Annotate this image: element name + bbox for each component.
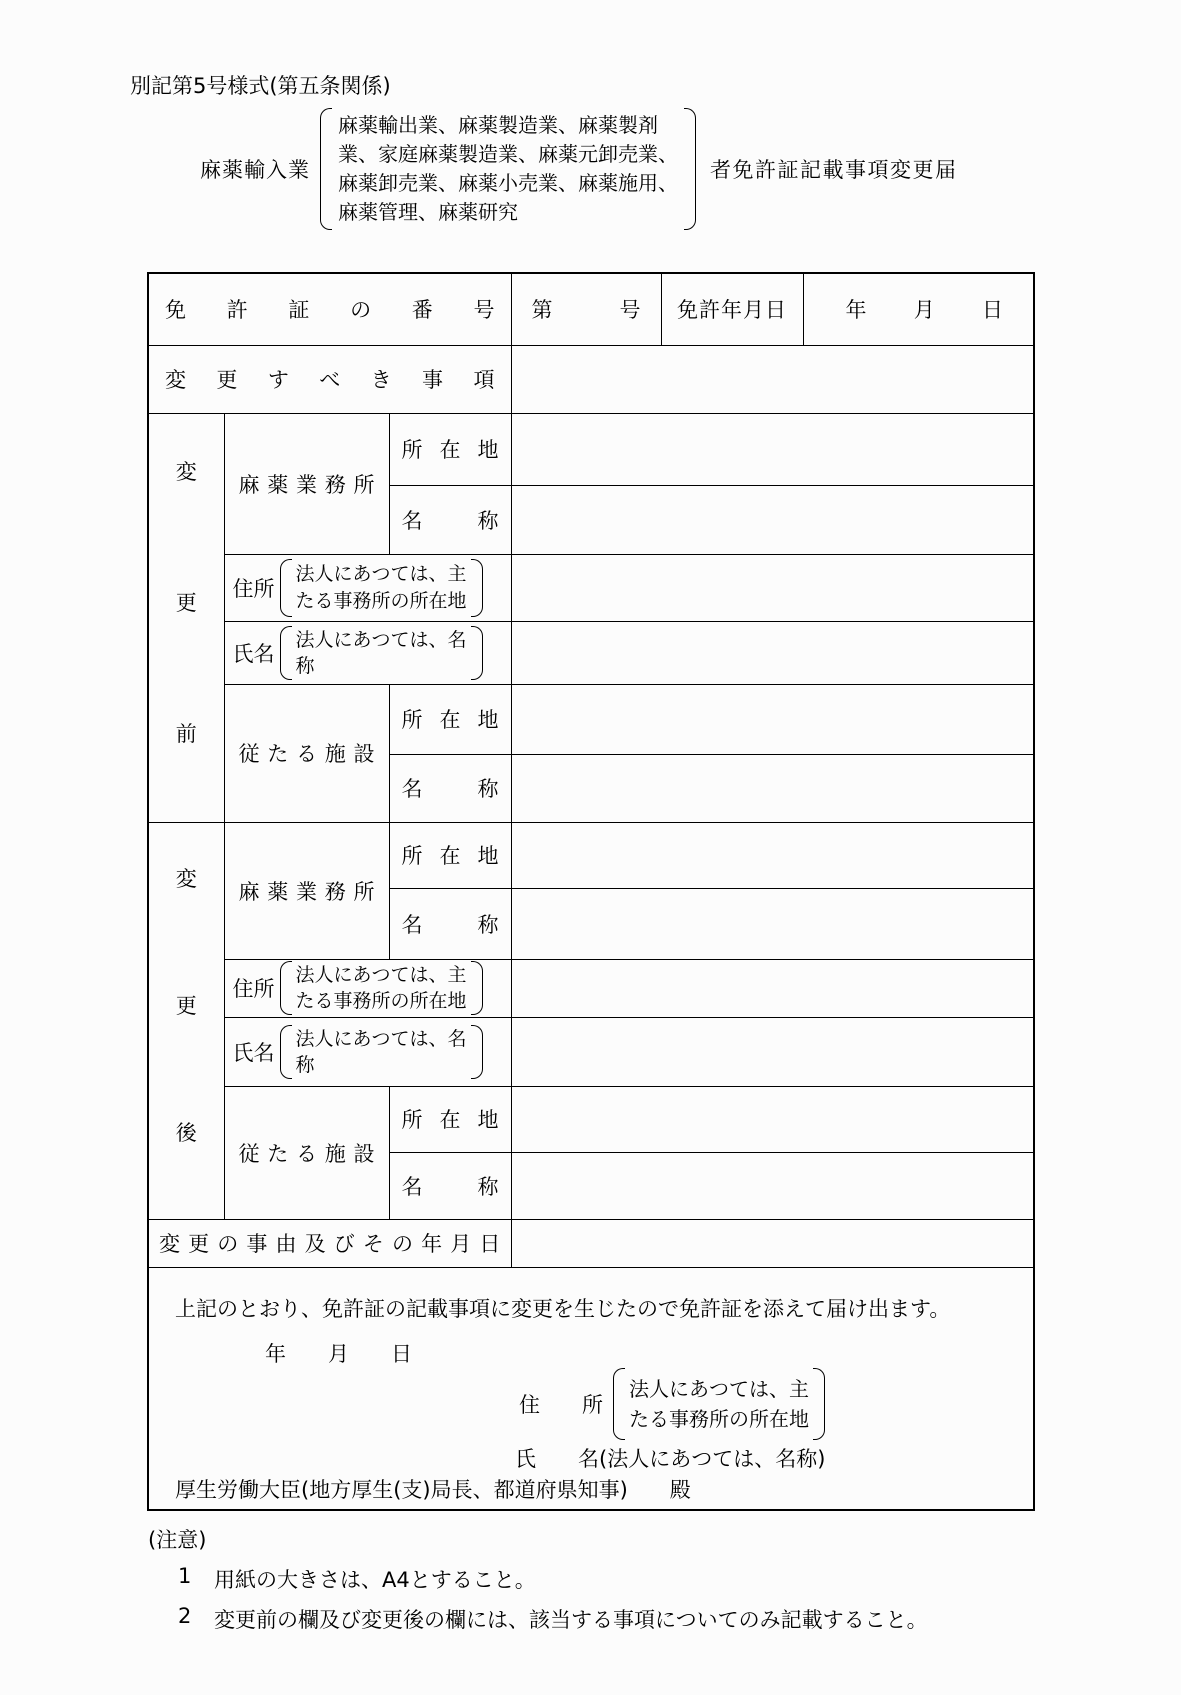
category-main-label: 麻薬輸入業 [200,158,310,182]
license-number-label: 免 許 証 の 番 号 [165,298,495,323]
license-date-value-cell [803,273,1034,345]
change-items-value-cell [511,345,1034,413]
declaration-statement: 上記のとおり、免許証の記載事項に変更を生じたので免許証を添えて届け出ます。 [175,1296,951,1321]
bracket-left-icon [280,961,292,1015]
before-person-label-cell [224,621,511,684]
after-person-value-cell [511,1017,1034,1086]
reason-label-cell [148,1219,511,1267]
bracket-left-icon [320,108,332,230]
before-subfacility-name-value-cell [511,754,1034,822]
address-note-line: 法人にあつては、主 [629,1376,809,1401]
after-subfacility-label-cell [224,1086,389,1219]
person-label: 氏名 [232,641,275,666]
notes-heading: (注意) [148,1528,207,1552]
declaration-name-line: 氏 名(法人にあつては、名称) [515,1446,826,1471]
person-note-line: 法人にあつては、名 [295,628,467,651]
note-item [178,1564,536,1594]
address-label: 住所 [232,977,275,1001]
name-label: 名 称 [401,1174,499,1199]
address-note-bracket [613,1368,825,1440]
before-person-value-cell [511,621,1034,684]
license-number-label-cell [148,273,511,345]
location-label: 所 在 地 [401,438,499,462]
person-label: 氏名 [232,1040,275,1065]
address-note-bracket [280,559,483,617]
after-subfacility-name-value-cell [511,1152,1034,1219]
person-note-bracket [280,626,483,680]
business-type-line: 麻薬輸出業、麻薬製造業、麻薬製剤 [338,113,658,137]
office-label: 麻 薬 業 務 所 [238,472,375,497]
sub-facility-label: 従 た る 施 設 [238,742,375,766]
after-address-label-cell [224,959,511,1017]
addressee-honorific: 殿 [669,1477,691,1502]
form-title-suffix: 者免許証記載事項変更届 [710,158,958,182]
bracket-right-icon [471,559,483,617]
form-number-title: 別記第5号様式(第五条関係) [130,74,391,98]
location-label: 所 在 地 [401,708,499,732]
person-note-line: 称 [295,654,315,677]
before-office-name-label-cell [389,485,511,554]
person-note-line: 称 [295,1053,315,1076]
address-label: 住所 [232,576,275,601]
after-address-value-cell [511,959,1034,1017]
license-change-table [147,272,1035,1511]
before-office-label-cell [224,413,389,554]
declaration-addressee-line [175,1474,691,1504]
after-office-label-cell [224,822,389,959]
name-label: 名 称 [401,912,499,937]
business-type-line: 麻薬卸売業、麻薬小売業、麻薬施用、 [338,171,678,195]
bracket-right-icon [471,626,483,680]
note-text: 変更前の欄及び変更後の欄には、該当する事項についてのみ記載すること。 [214,1608,928,1632]
business-type-line: 業、家庭麻薬製造業、麻薬元卸売業、 [338,142,678,166]
before-office-location-label-cell [389,413,511,485]
before-address-label-cell [224,554,511,621]
declaration-address-label: 住 所 [519,1392,603,1417]
after-person-label-cell [224,1017,511,1086]
reason-label: 変 更 の 事 由 及 び そ の 年 月 日 [159,1232,501,1256]
license-date-label-cell: 免許年月日 [661,273,803,345]
note-text: 用紙の大きさは、A4とすること。 [214,1568,536,1592]
sub-facility-label: 従 た る 施 設 [238,1141,375,1166]
address-note-line: たる事務所の所在地 [295,589,467,612]
license-number-value-cell [511,273,661,345]
bracket-right-icon [471,1025,483,1079]
before-office-location-value-cell [511,413,1034,485]
bracket-right-icon [684,108,696,230]
form-title-block [200,108,958,230]
addressee-label: 厚生労働大臣(地方厚生(支)局長、都道府県知事) [175,1477,628,1502]
bracket-left-icon [280,626,292,680]
after-subfacility-location-value-cell [511,1086,1034,1152]
license-date-units: 年 月 日 [845,298,1003,323]
after-office-location-value-cell [511,822,1034,888]
business-type-list [332,108,684,230]
person-note-bracket [280,1025,483,1079]
note-number: 2 [178,1604,192,1628]
bracket-left-icon [280,1025,292,1079]
change-items-label: 変 更 す べ き 事 項 [165,368,495,392]
after-office-name-value-cell [511,888,1034,959]
person-note-line: 法人にあつては、名 [295,1027,467,1050]
office-label: 麻 薬 業 務 所 [238,879,375,904]
note-number: 1 [178,1564,192,1588]
change-items-label-cell [148,345,511,413]
before-subfacility-location-value-cell [511,684,1034,754]
name-label: 名 称 [401,508,499,533]
address-note-line: たる事務所の所在地 [629,1406,809,1431]
address-note-line: 法人にあつては、主 [295,964,467,986]
before-subfacility-name-label-cell [389,754,511,822]
before-office-name-value-cell [511,485,1034,554]
before-section-label: 変 更 前 [175,459,197,746]
declaration-date-line: 年 月 日 [265,1341,412,1366]
after-subfacility-location-label-cell [389,1086,511,1152]
after-section-label-cell [148,822,224,1219]
address-note-line: たる事務所の所在地 [295,990,467,1012]
location-label: 所 在 地 [401,844,499,868]
declaration-address-line [519,1368,825,1440]
license-number-prefix: 第 [531,298,553,323]
address-note-bracket [280,961,483,1015]
before-subfacility-location-label-cell [389,684,511,754]
name-label: 名 称 [401,777,499,801]
before-section-label-cell [148,413,224,822]
before-address-value-cell [511,554,1034,621]
bracket-right-icon [471,961,483,1015]
bracket-left-icon [613,1368,625,1440]
after-office-name-label-cell [389,888,511,959]
bracket-right-icon [813,1368,825,1440]
address-note-line: 法人にあつては、主 [295,562,467,585]
after-section-label: 変 更 後 [175,866,197,1145]
location-label: 所 在 地 [401,1108,499,1132]
after-subfacility-name-label-cell [389,1152,511,1219]
license-number-suffix: 号 [619,298,641,323]
declaration-cell [148,1267,1034,1510]
after-office-location-label-cell [389,822,511,888]
bracket-left-icon [280,559,292,617]
business-type-bracket [320,108,696,230]
business-type-line: 麻薬管理、麻薬研究 [338,200,518,224]
before-subfacility-label-cell [224,684,389,822]
reason-value-cell [511,1219,1034,1267]
note-item [178,1604,928,1634]
